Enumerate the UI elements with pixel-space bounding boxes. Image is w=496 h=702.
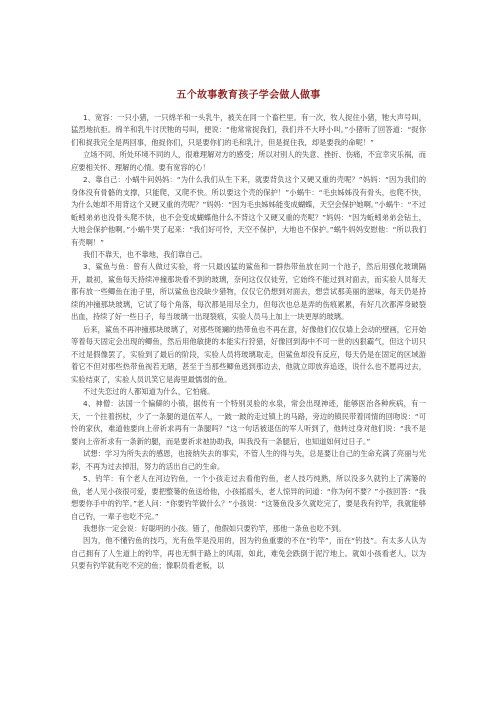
paragraph-5-shark-and-fish: 3、鲨鱼与鱼：曾有人做过实验，将一只最凶猛的鲨鱼和一群热带鱼放在同一个池子，然后用强化玻璃隔开，最初，鲨鱼每天持续冲撞那块看不到的玻璃，奈何这仅仅徒劳，它始终不能过到对面去，而实验人员每天都有放一些鲫鱼在池子里，所以鲨鱼也没缺少猎物，仅仅它仍想到对面去，想尝试那美丽的滋味，每天仍是持续的冲撞那块玻璃，它试了每个角落，每次都是用尽全力，但每次也总是弄的伤痕累累，有好几次都浑身破裂出血，持续了好一些日子，每当玻璃一出现裂痕，实验人员马上加上一块更厚的玻璃。 bbox=[71, 262, 426, 322]
paragraph-9: 试想：学习为所失去的感恩，也接纳失去的事实，不管人生的得与失，总是要让自己的生命充满了亮丽与光彩，不再为过去掉泪，努力的活出自己的生命。 bbox=[71, 449, 426, 471]
paragraph-11: 我想你一定会说：好聪明的小孩。错了，他假如只要钓竿，那他一条鱼也吃不到。 bbox=[83, 523, 346, 533]
paragraph-12: 因为，他不懂钓鱼的技巧，光有鱼竿是没用的，因为钓鱼重要的不在“钓竿”，而在“钓技”。有太多人认为自己拥有了人生道上的钓竿，再也无惧于路上的风雨，如此，难免会跌倒于泥泞地上。就如小孩看老人，以为只要有钓竿就有吃不完的鱼；像职员看老板，以 bbox=[71, 536, 426, 571]
paragraph-8-miracle: 4、神僧：法国一个偏僻的小镇，据传有一个特别灵验的水泉，常会出现神迹，能够医治各种疾病，有一天，一个拄着拐杖，少了一条腿的退伍军人，一跛一跛的走过镇上的马路，旁边的镇民带着同情的回吻说：“可怜的家伙，难道他要向上帝祈求再有一条腿吗？”这一句话被退伍的军人听到了，他转过身对他们说：“我不是要向上帝祈求有一条新的腿，而是要祈求祂协助我，叫我没有一条腿后，也知道如何过日子。” bbox=[71, 399, 426, 446]
paragraph-1-tolerance: 1、宽容：一只小猪，一只绵羊和一头乳牛，被关在同一个畜栏里。有一次，牧人捉住小猪，牠大声号叫，猛烈地抗拒。绵羊和乳牛讨厌牠的号叫，便说：“他常常捉我们，我们并不大呼小叫。”小猪听了回答道：“捉你们和捉我完全是两回事，他捉你们，只是要你们的毛和乳汁，但是捉住我，却是要我的命呢！” bbox=[71, 113, 426, 147]
paragraph-4: 我们不靠天，也不靠地，我们靠自己。 bbox=[83, 249, 208, 259]
paragraph-7: 不过失恋过的人都知道为什么，它怕痛。 bbox=[83, 386, 215, 396]
paragraph-2: 立场不同、所处环境不同的人，很难理解对方的感受；所以对别人的失意、挫折、伤痛，不宜幸灾乐祸，而应要相关怀、理解的心情。要有宽容的心！ bbox=[71, 150, 426, 172]
paragraph-3-self-reliance: 2、靠自己：小蜗牛问妈妈：“为什么我们从生下来，就要背负这个又硬又重的壳呢？”妈妈：“因为我们的身体没有骨骼的支撑，只能爬，又爬不快。所以要这个壳的保护！”小蜗牛：“毛虫姊姊没有骨头，也爬不快，为什么她却不用背这个又硬又重的壳呢？”妈妈：“因为毛虫姊姊能变成蝴蝶，天空会保护她啊。”小蜗牛：“不过蚯蚓弟弟也没骨头爬不快，也不会变成蝴蝶他什么不背这个又硬又重的壳呢？”妈妈：“因为蚯蚓弟弟会钻土，大地会保护他啊。”小蜗牛哭了起来：“我们好可怜，天空不保护，大地也不保护。”蜗牛妈妈安慰他：“所以我们有壳啊！” bbox=[71, 175, 426, 247]
paragraph-10-fishing-rod: 5、钓竿：有个老人在河边钓鱼，一个小孩走过去看他钓鱼，老人技巧纯熟，所以没多久就钓上了满篓的鱼，老人见小孩很可爱，要把整篓的鱼送给他，小孩摇摇头，老人惊异的问道：“你为何不要？”小孩回答：“我想要你手中的钓竿。”老人问：“你要钓竿做什么？”小孩说：“这篓鱼没多久就吃完了，要是我有钓竿，我就能够自己钓，一辈子也吃不完。” bbox=[71, 474, 426, 521]
document-body bbox=[71, 112, 426, 573]
paragraph-6: 后来，鲨鱼不再冲撞那块玻璃了，对那些斑斓的热带鱼也不再在意，好像他们仅仅墙上会动的壁画，它开始等着每天固定会出现的鲫鱼，然后用他敏捷的本能实行狩猎，好像回到海中不可一世的凶狠霸气，但这个切只不过是假像罢了，实验到了最后的阶段，实验人员将玻璃取走，但鲨鱼却没有反应，每天仍是在固定的区域游着它不但对那些热带鱼视若无睹，甚至于当那些鲫鱼逃到那边去，他就立即放弃追逐，说什么也不愿再过去，实验结束了，实验人员讥笑它是海里最懦弱的鱼。 bbox=[71, 324, 426, 384]
document-title: 五个故事教育孩子学会做人做事 bbox=[176, 90, 321, 101]
